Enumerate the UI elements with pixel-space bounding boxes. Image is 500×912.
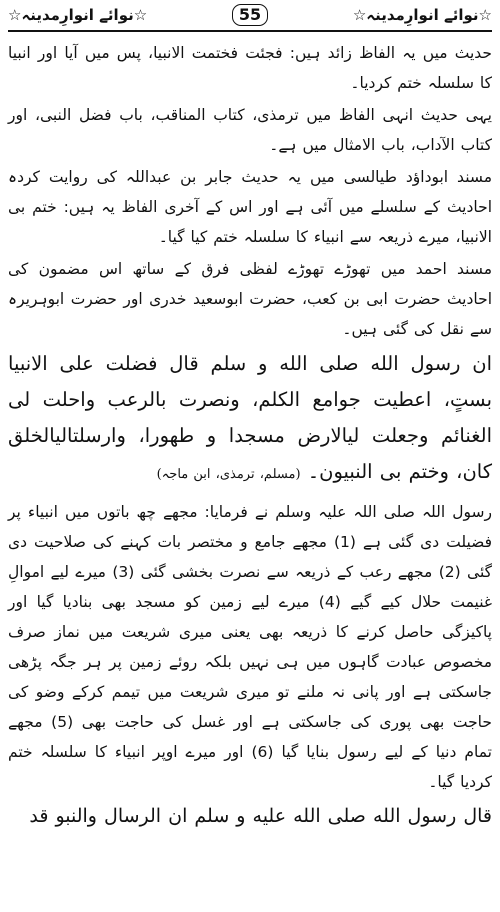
running-title-left: ☆نوائے انوارِمدینہ☆ xyxy=(8,6,148,24)
paragraph-hadith-addition: حدیث میں یہ الفاظ زائد ہیں: فجئت فختمت الانبیا، پس میں آیا اور انبیا کا سلسلہ ختم کردیا۔ xyxy=(8,44,492,92)
arabic-hadith-text: ان رسول الله صلى الله و سلم قال فضلت على الانبيا بستٍ، اعطيت جوامع الكلم، ونصرت بالرعب واحلت لى الغنائم وجعلت لیالارض مسجدا و طهورا، وارسلتالیالخلق كان، وختم بی النبیون۔ xyxy=(8,352,492,483)
paragraph-translation: رسول اللہ صلی اللہ علیہ وسلم نے فرمایا: مجھے چھ باتوں میں انبیاء پر فضیلت دی گئی ہے (1) مجھے جامع و مختصر بات کہنے کی صلاحیت دی گئی (2) مجھے رعب کے ذریعہ سے نصرت بخشی گئی (3) میرے لیے اموالِ غنیمت حلال کیے گیے (4) میرے لیے زمین کو مسجد بھی بنادیا گیا اور پاکیزگی حاصل کرنے کا ذریعہ بھی یعنی میری شریعت میں نماز صرف مخصوص عبادت گاہوں میں ہی نہیں بلکہ روئے زمین پر ہر جگہ پڑھی جاسکتی ہے اور پانی نہ ملنے تو میری شریعت میں تیمم کرکے وضو کی حاجت بھی پوری کی جاسکتی ہے اور غسل کی حاجت بھی (5) مجھے تمام دنیا کے لیے رسول بنایا گیا (6) اور میرے اوپر انبیاء کا سلسلہ ختم کردیا گیا۔ xyxy=(8,503,492,791)
page-body xyxy=(8,32,492,833)
arabic-hadith xyxy=(8,346,492,493)
closing-arabic-line: قال رسول الله صلى الله عليه و سلم ان الرسال والنبو قد xyxy=(29,805,492,827)
hadith-reference: (مسلم، ترمذی، ابن ماجہ) xyxy=(156,467,301,482)
page-header xyxy=(8,0,492,32)
running-title-right: ☆نوائے انوارِمدینہ☆ xyxy=(352,6,492,24)
paragraph-tirmidhi: یہی حدیث انہی الفاظ میں ترمذی، کتاب المناقب، باب فضل النبی، اور کتاب الآداب، باب الامثال میں ہے۔ xyxy=(8,106,492,154)
paragraph-tayalisi: مسند ابوداؤد طیالسی میں یہ حدیث جابر بن عبداللہ کی روایت کردہ احادیث کے سلسلے میں آئی ہے اور اس کے آخری الفاظ یہ ہیں: ختم بی الانبیا، میرے ذریعہ سے انبیاء کا سلسلہ ختم کیا گیا۔ xyxy=(8,168,492,246)
paragraph-musnad-ahmad: مسند احمد میں تھوڑے تھوڑے لفظی فرق کے ساتھ اس مضمون کی احادیث حضرت ابی بن کعب، حضرت ابوسعید خدری اور حضرت ابوہریرہ سے نقل کی گئی ہیں۔ xyxy=(8,260,492,338)
page-number: 55 xyxy=(232,4,268,26)
